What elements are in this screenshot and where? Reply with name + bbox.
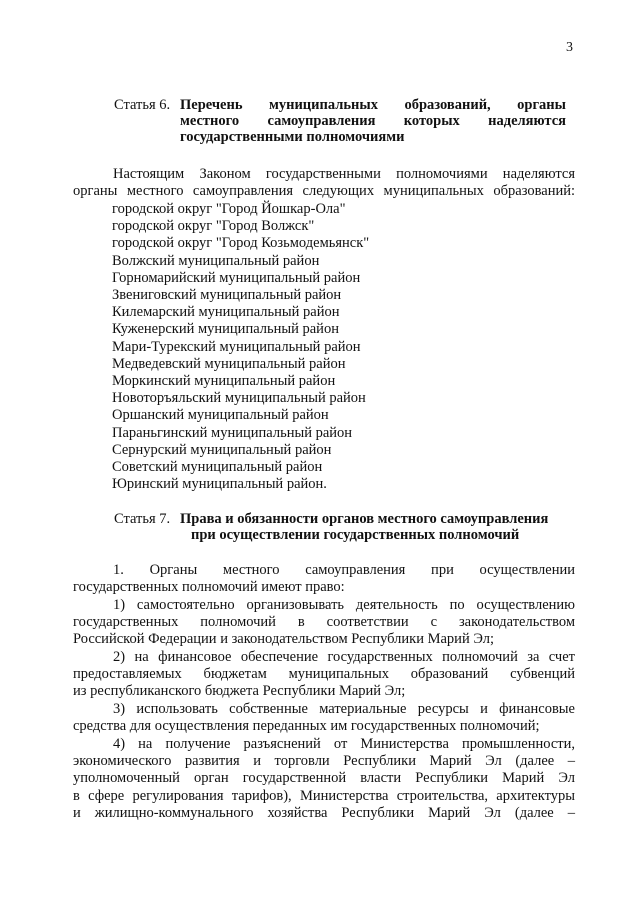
paragraph-line: и жилищно-коммунального хозяйства Республики Марий Эл (далее – (73, 804, 575, 821)
paragraph-line: уполномоченный орган государственной власти Республики Марий Эл (73, 770, 575, 787)
article-7-title-line: при осуществлении государственных полномочий (191, 527, 520, 543)
list-item: городской округ "Город Волжск" (112, 218, 315, 235)
list-item: городской округ "Город Козьмодемьянск" (112, 235, 370, 252)
paragraph-3 (73, 649, 575, 701)
paragraph-5 (73, 736, 575, 822)
list-item: Оршанский муниципальный район (112, 407, 329, 424)
article-6-title-line: Перечень муниципальных образований, органы (180, 97, 566, 113)
paragraph-line: государственных полномочий имеют право: (73, 579, 345, 596)
list-item: Советский муниципальный район (112, 459, 323, 476)
article-7-title-line: Права и обязанности органов местного самоуправления (180, 511, 549, 527)
list-item: Горномарийский муниципальный район (112, 269, 361, 286)
paragraph-line: 1. Органы местного самоуправления при осуществлении (113, 562, 575, 578)
intro-paragraph (73, 166, 575, 200)
paragraph-line: экономического развития и торговли Республики Марий Эл (далее – (73, 753, 575, 770)
paragraph-line: государственных полномочий в соответствии с законодательством (73, 614, 575, 631)
paragraph-line: 4) на получение разъяснений от Министерства промышленности, (113, 736, 575, 752)
list-item: городской округ "Город Йошкар-Ола" (112, 201, 346, 217)
list-item: Звениговский муниципальный район (112, 287, 342, 304)
list-item: Юринский муниципальный район. (112, 476, 327, 493)
paragraph-4 (73, 701, 575, 735)
paragraph-line: Российской Федерации и законодательством Республики Марий Эл; (73, 631, 494, 648)
paragraph-line: предоставляемых бюджетам муниципальных образований субвенций (73, 666, 575, 683)
intro-line: Настоящим Законом государственными полномочиями наделяются (113, 166, 575, 182)
list-item: Килемарский муниципальный район (112, 304, 340, 321)
paragraph-line: в сфере регулирования тарифов), Министерства строительства, архитектуры (73, 787, 575, 804)
paragraph-line: 1) самостоятельно организовывать деятельность по осуществлению (113, 597, 575, 613)
list-item: Волжский муниципальный район (112, 252, 320, 269)
article-7-label: Статья 7. (114, 511, 171, 527)
article-6-title-line: местного самоуправления которых наделяются (180, 113, 566, 129)
list-item: Моркинский муниципальный район (112, 373, 336, 390)
list-item: Сернурский муниципальный район (112, 441, 332, 458)
article-7-title (180, 511, 588, 543)
list-item: Параньгинский муниципальный район (112, 424, 353, 441)
paragraph-line: из республиканского бюджета Республики Марий Эл; (73, 683, 406, 700)
list-item: Куженерский муниципальный район (112, 321, 339, 338)
list-item: Медведевский муниципальный район (112, 355, 346, 372)
intro-line: органы местного самоуправления следующих муниципальных образований: (73, 183, 575, 200)
page-number: 3 (566, 40, 573, 55)
paragraph-line: средства для осуществления переданных им государственных полномочий; (73, 718, 540, 735)
paragraph-1 (73, 562, 575, 596)
article-6-title-line: государственными полномочиями (180, 129, 405, 145)
municipalities-list (112, 201, 369, 493)
paragraph-2 (73, 597, 575, 649)
list-item: Новоторъяльский муниципальный район (112, 390, 366, 407)
article-6-label: Статья 6. (114, 97, 171, 113)
article-6-title (180, 97, 566, 145)
paragraph-line: 3) использовать собственные материальные ресурсы и финансовые (113, 701, 575, 717)
paragraph-line: 2) на финансовое обеспечение государственных полномочий за счет (113, 649, 575, 665)
list-item: Мари-Турекский муниципальный район (112, 338, 361, 355)
